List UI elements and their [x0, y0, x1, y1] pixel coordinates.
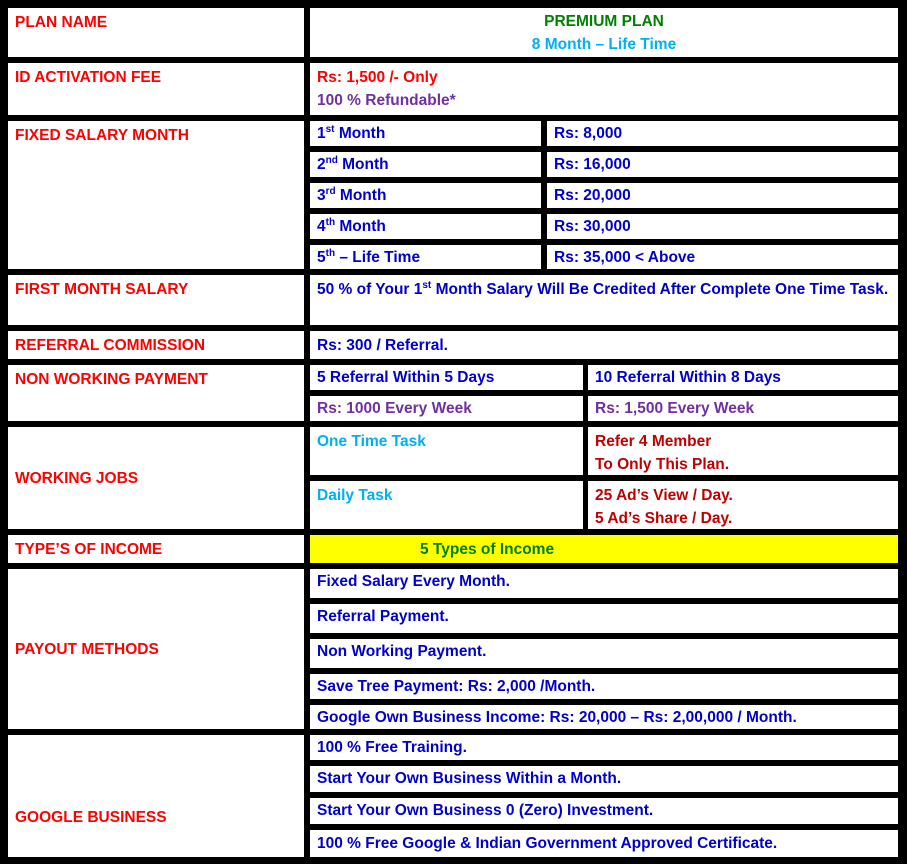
referral-value: Rs: 300 / Referral.: [310, 331, 898, 359]
payout-item: Google Own Business Income: Rs: 20,000 – Rs: 2,00,000 / Month.: [310, 705, 898, 729]
salary-month-4: 4th Month: [310, 214, 541, 239]
salary-amount-4: Rs: 30,000: [547, 214, 898, 239]
non-working-pay-1: Rs: 1000 Every Week: [310, 396, 583, 421]
google-item: Start Your Own Business Within a Month.: [310, 766, 898, 792]
salary-month-2: 2nd Month: [310, 152, 541, 177]
working-jobs-label: WORKING JOBS: [8, 427, 304, 529]
google-business-label: GOOGLE BUSINESS: [8, 735, 304, 857]
salary-month-3: 3rd Month: [310, 183, 541, 208]
non-working-option-1: 5 Referral Within 5 Days: [310, 365, 583, 390]
income-types-label: TYPE’S OF INCOME: [8, 535, 304, 563]
payout-item: Non Working Payment.: [310, 639, 898, 668]
plan-subtitle: 8 Month – Life Time: [531, 36, 677, 53]
non-working-label: NON WORKING PAYMENT: [8, 365, 304, 421]
income-types-value: 5 Types of Income: [310, 535, 898, 563]
fixed-salary-label: FIXED SALARY MONTH: [8, 121, 304, 269]
salary-amount-3: Rs: 20,000: [547, 183, 898, 208]
task-one-time: One Time Task: [310, 427, 583, 475]
first-month-label: FIRST MONTH SALARY: [8, 275, 304, 325]
payout-label: PAYOUT METHODS: [8, 569, 304, 729]
task-one-time-detail: Refer 4 Member To Only This Plan.: [588, 427, 898, 475]
plan-title: PREMIUM PLAN: [544, 13, 664, 30]
first-month-value: 50 % of Your 1st Month Salary Will Be Credited After Complete One Time Task.: [310, 275, 898, 325]
activation-note: 100 % Refundable*: [317, 92, 456, 109]
google-item: Start Your Own Business 0 (Zero) Investment.: [310, 798, 898, 824]
google-item: 100 % Free Google & Indian Government Approved Certificate.: [310, 830, 898, 857]
payout-item: Save Tree Payment: Rs: 2,000 /Month.: [310, 674, 898, 699]
activation-label: ID ACTIVATION FEE: [8, 63, 304, 115]
payout-item: Fixed Salary Every Month.: [310, 569, 898, 598]
activation-fee: Rs: 1,500 /- Only: [317, 69, 438, 86]
activation-value: [310, 63, 898, 115]
salary-amount-5: Rs: 35,000 < Above: [547, 245, 898, 269]
salary-amount-1: Rs: 8,000: [547, 121, 898, 146]
plan-name-value: [310, 8, 898, 57]
salary-month-1: 1st Month: [310, 121, 541, 146]
payout-item: Referral Payment.: [310, 604, 898, 633]
salary-month-5: 5th – Life Time: [310, 245, 541, 269]
plan-name-label: PLAN NAME: [8, 8, 304, 57]
non-working-option-2: 10 Referral Within 8 Days: [588, 365, 898, 390]
referral-label: REFERRAL COMMISSION: [8, 331, 304, 359]
task-daily: Daily Task: [310, 481, 583, 529]
non-working-pay-2: Rs: 1,500 Every Week: [588, 396, 898, 421]
salary-amount-2: Rs: 16,000: [547, 152, 898, 177]
task-daily-detail: 25 Ad’s View / Day. 5 Ad’s Share / Day.: [588, 481, 898, 529]
google-item: 100 % Free Training.: [310, 735, 898, 760]
